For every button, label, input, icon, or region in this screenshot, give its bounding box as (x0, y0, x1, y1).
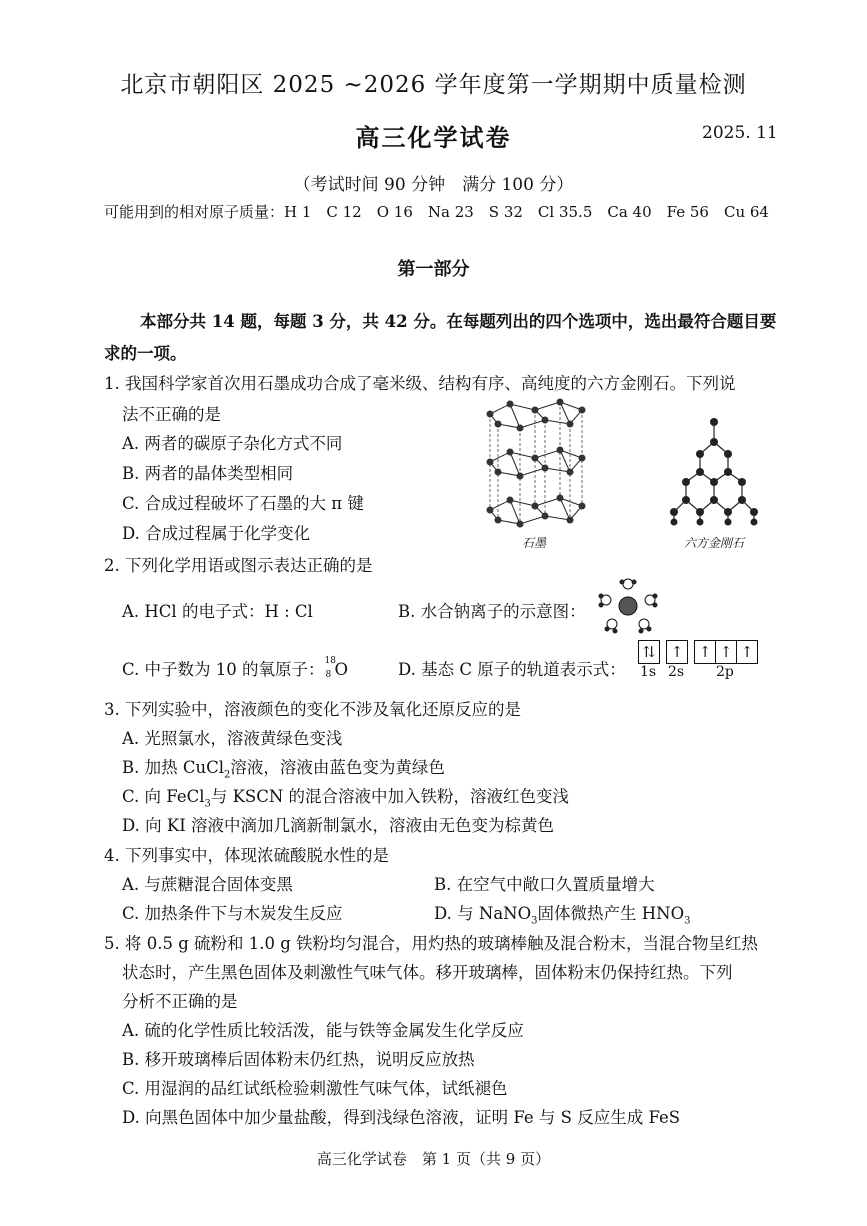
q4-option-a: A. 与蔗糖混合固体变黑 (122, 875, 293, 894)
hydrated-sodium-ion-figure (596, 576, 660, 638)
orbital-label-2s: 2s (668, 664, 685, 680)
orbital-label-1s: 1s (640, 664, 657, 680)
q3-option-b-post: 溶液，溶液由蓝色变为黄绿色 (230, 758, 445, 777)
orbital-box-2p-2: ↑ (715, 640, 737, 664)
exam-info: （考试时间 90 分钟 满分 100 分） (293, 175, 574, 195)
q5-stem-line2: 状态时，产生黑色固体及刺激性气味气体。移开玻璃棒，固体粉末仍保持红热。下列 (122, 963, 733, 982)
q2-option-c (122, 656, 348, 680)
q3-option-b-pre: B. 加热 CuCl (122, 758, 225, 777)
exam-date: 2025. 11 (702, 123, 778, 143)
q5-stem-line3: 分析不正确的是 (122, 992, 238, 1011)
orbital-box-2p-1: ↑ (694, 640, 716, 664)
hexagonal-diamond-structure-figure (666, 416, 762, 528)
q2-option-a: A. HCl 的电子式：H : Cl (122, 602, 313, 621)
q3-option-a: A. 光照氯水，溶液黄绿色变浅 (122, 729, 343, 748)
oxygen-isotope-notation (324, 655, 336, 680)
q3-option-c-post: 与 KSCN 的混合溶液中加入铁粉，溶液红色变浅 (210, 787, 570, 806)
isotope-symbol: O (334, 660, 349, 679)
exam-title: 北京市朝阳区 2025 ~2026 学年度第一学期期中质量检测 (120, 72, 747, 98)
q2-stem: 2. 下列化学用语或图示表达正确的是 (104, 556, 373, 575)
orbital-label-2p: 2p (716, 664, 734, 680)
q3-option-c-sub: 3 (204, 798, 211, 810)
q2-option-c-prefix: C. 中子数为 10 的氧原子： (122, 660, 325, 679)
q3-option-b-sub: 2 (224, 769, 231, 781)
q4-option-d (434, 900, 690, 926)
q1-option-d: D. 合成过程属于化学变化 (122, 524, 311, 543)
q1-option-c: C. 合成过程破坏了石墨的大 π 键 (122, 494, 364, 513)
q4-option-d-sub2: 3 (684, 915, 691, 927)
isotope-atomic-number: 8 (325, 669, 332, 680)
graphite-structure-figure (480, 396, 592, 528)
q4-option-d-mid: 固体微热产生 HNO (537, 904, 685, 923)
q3-option-b (122, 754, 445, 780)
hexagonal-diamond-label: 六方金刚石 (684, 536, 745, 550)
q4-stem: 4. 下列事实中，体现浓硫酸脱水性的是 (104, 846, 389, 865)
part-title: 第一部分 (397, 259, 470, 280)
orbital-box-2s: ↑ (666, 640, 688, 664)
part-instruction-line1: 本部分共 14 题，每题 3 分，共 42 分。在每题列出的四个选项中，选出最符合题目要 (140, 312, 777, 331)
paper-subtitle: 高三化学试卷 (355, 123, 512, 152)
q2-option-d: D. 基态 C 原子的轨道表示式： (398, 660, 626, 679)
q5-stem-line1: 5. 将 0.5 g 硫粉和 1.0 g 铁粉均匀混合，用灼热的玻璃棒触及混合粉末，当混合物呈红热 (104, 934, 759, 953)
q3-stem: 3. 下列实验中，溶液颜色的变化不涉及氧化还原反应的是 (104, 700, 521, 719)
q4-option-b: B. 在空气中敞口久置质量增大 (434, 875, 655, 894)
q2-option-b: B. 水合钠离子的示意图： (398, 602, 586, 621)
q5-option-d: D. 向黑色固体中加少量盐酸，得到浅绿色溶液，证明 Fe 与 S 反应生成 FeS (122, 1108, 681, 1127)
page-footer: 高三化学试卷 第 1 页（共 9 页） (316, 1150, 551, 1168)
q3-option-d: D. 向 KI 溶液中滴加几滴新制氯水，溶液由无色变为棕黄色 (122, 816, 554, 835)
orbital-box-2p-3: ↑ (736, 640, 758, 664)
q4-option-c: C. 加热条件下与木炭发生反应 (122, 904, 343, 923)
q3-option-c (122, 783, 569, 809)
q1-option-a: A. 两者的碳原子杂化方式不同 (122, 434, 343, 453)
graphite-label: 石墨 (522, 536, 547, 550)
q1-stem-line2: 法不正确的是 (122, 405, 221, 424)
q1-stem-line1: 1. 我国科学家首次用石墨成功合成了毫米级、结构有序、高纯度的六方金刚石。下列说 (104, 374, 736, 393)
isotope-mass-number: 18 (324, 655, 336, 666)
q4-option-d-sub1: 3 (531, 915, 538, 927)
q5-option-c: C. 用湿润的品红试纸检验刺激性气味气体，试纸褪色 (122, 1079, 508, 1098)
q5-option-a: A. 硫的化学性质比较活泼，能与铁等金属发生化学反应 (122, 1021, 524, 1040)
q3-option-c-pre: C. 向 FeCl (122, 787, 205, 806)
q1-option-b: B. 两者的晶体类型相同 (122, 464, 294, 483)
atomic-masses: 可能用到的相对原子质量：H 1 C 12 O 16 Na 23 S 32 Cl 35.5 Ca 40 Fe 56 Cu 64 (104, 203, 769, 221)
q5-option-b: B. 移开玻璃棒后固体粉末仍红热，说明反应放热 (122, 1050, 475, 1069)
part-instruction-line2: 求的一项。 (104, 344, 187, 363)
q4-option-d-pre: D. 与 NaNO (434, 904, 532, 923)
orbital-box-1s: ⇅ (638, 640, 660, 664)
